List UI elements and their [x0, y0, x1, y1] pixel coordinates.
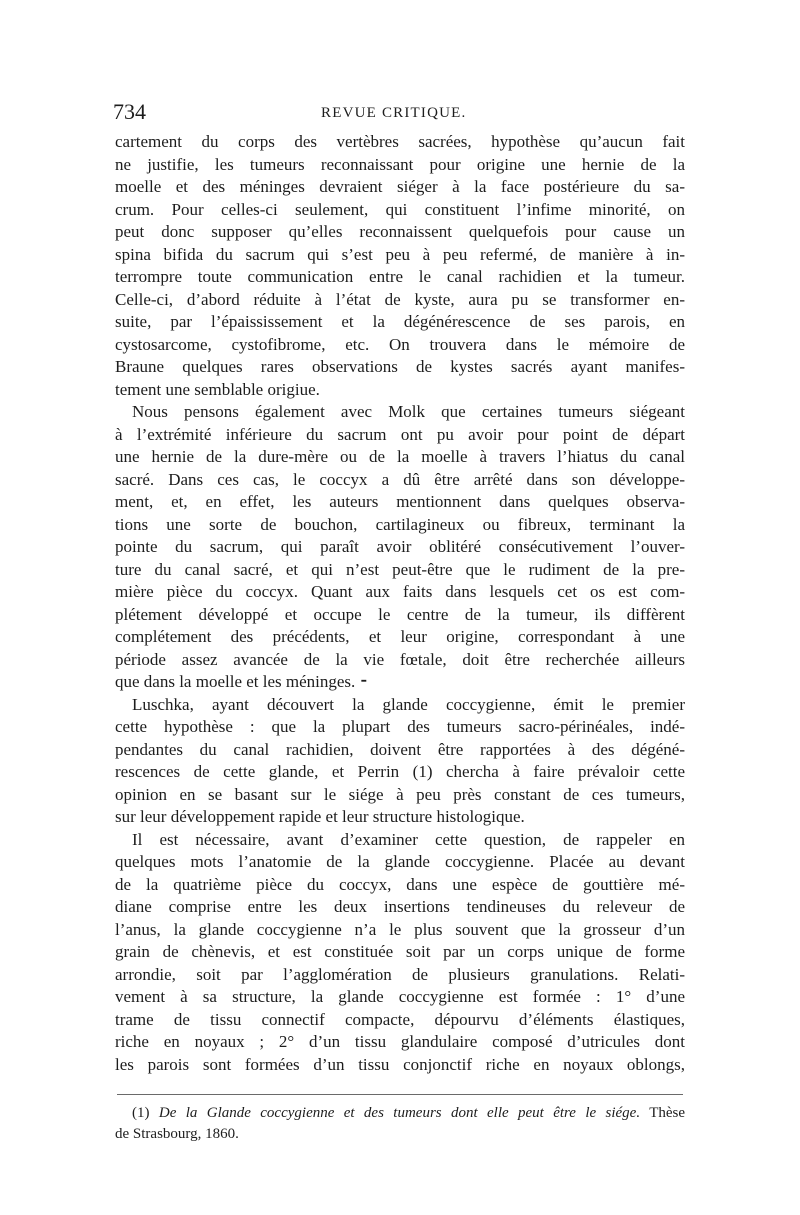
text-line: spina bifida du sacrum qui s’est peu à peu refermé, de manière à in-	[115, 244, 685, 264]
text-line: riche en noyaux ; 2° d’un tissu glandulaire composé d’utricules dont	[115, 1032, 685, 1051]
footnote	[115, 1103, 685, 1145]
text-line: opinion en se basant sur le siége à peu près constant de ces tumeurs,	[115, 784, 685, 804]
footnote-line-2: de Strasbourg, 1860.	[115, 1126, 239, 1142]
text-line: pendantes du canal rachidien, doivent être rapportées à des dégéné-	[115, 739, 685, 759]
text-line: Braune quelques rares observations de kystes sacrés ayant manifes-	[115, 357, 685, 376]
text-line: tement une semblable origiue.	[115, 379, 320, 399]
text-line: Il est nécessaire, avant d’examiner cette question, de rappeler en	[132, 829, 685, 849]
text-line: trame de tissu connectif compacte, dépourvu d’éléments élastiques,	[115, 1009, 685, 1029]
footnote-thesis: Thèse	[649, 1105, 686, 1121]
text-line: cartement du corps des vertèbres sacrées, hypothèse qu’aucun fait	[115, 132, 685, 151]
text-line: quelques mots l’anatomie de la glande coccygienne. Placée au devant	[115, 852, 685, 871]
footnote-title: De la Glande coccygienne et des tumeurs dont elle peut être le siége.	[158, 1105, 641, 1121]
text-line: crum. Pour celles-ci seulement, qui constituent l’infime minorité, on	[115, 199, 685, 219]
text-line: arrondie, soit par l’agglomération de plusieurs granulations. Relati-	[115, 964, 685, 984]
text-line: Celle-ci, d’abord réduite à l’état de kyste, aura pu se transformer en-	[115, 289, 685, 309]
text-line: suite, par l’épaississement et la dégénérescence de ses parois, en	[115, 312, 685, 331]
text-line: vement à sa structure, la glande coccygienne est formée : 1° d’une	[115, 987, 685, 1006]
footnote-marker: (1)	[132, 1105, 150, 1121]
text-line: rescences de cette glande, et Perrin (1) chercha à faire prévaloir cette	[115, 762, 685, 781]
page-header	[113, 98, 685, 128]
text-line: grain de chènevis, et est constituée soit par un corps unique de forme	[115, 942, 685, 961]
body-text	[115, 131, 685, 1076]
page-number: 734	[113, 99, 146, 124]
text-line: diane comprise entre les deux insertions tendineuses du releveur de	[115, 897, 685, 916]
text-line: une hernie de la dure-mère ou de la moelle à travers l’hiatus du canal	[115, 447, 685, 466]
footnote-line-1	[115, 1103, 685, 1124]
footnote-rule	[117, 1094, 683, 1095]
text-line: terrompre toute communication entre le canal rachidien et la tumeur.	[115, 267, 685, 286]
text-line: cystosarcome, cystofibrome, etc. On trouvera dans le mémoire de	[115, 334, 685, 354]
text-line: période assez avancée de la vie fœtale, doit être recherchée ailleurs	[115, 649, 685, 669]
text-line: les parois sont formées d’un tissu conjonctif riche en noyaux oblongs,	[115, 1054, 685, 1074]
running-head: REVUE CRITIQUE.	[321, 105, 467, 121]
text-line: que dans la moelle et les méninges. ⁃	[115, 672, 369, 691]
text-line: ment, et, en effet, les auteurs mentionnent dans quelques observa-	[115, 492, 685, 511]
text-line: mière pièce du coccyx. Quant aux faits dans lesquels cet os est com-	[115, 582, 685, 601]
text-line: l’anus, la glande coccygienne n’a le plus souvent que la grosseur d’un	[115, 919, 685, 939]
text-line: ture du canal sacré, et qui n’est peut-être que le rudiment de la pre-	[115, 559, 685, 579]
text-line: à l’extrémité inférieure du sacrum ont pu avoir pour point de départ	[115, 424, 685, 444]
text-line: de la quatrième pièce du coccyx, dans une espèce de gouttière mé-	[115, 874, 685, 894]
text-line: sur leur développement rapide et leur structure histologique.	[115, 807, 525, 826]
text-line: sacré. Dans ces cas, le coccyx a dû être arrêté dans son développe-	[115, 469, 685, 489]
text-line: Luschka, ayant découvert la glande coccygienne, émit le premier	[132, 694, 685, 714]
text-line: pointe du sacrum, qui paraît avoir oblitéré consécutivement l’ouver-	[115, 537, 685, 556]
text-line: tions une sorte de bouchon, cartilagineux ou fibreux, terminant la	[115, 514, 685, 534]
text-line: complétement des précédents, et leur origine, correspondant à une	[115, 627, 685, 646]
text-line: Nous pensons également avec Molk que certaines tumeurs siégeant	[132, 402, 685, 421]
text-line: cette hypothèse : que la plupart des tumeurs sacro-périnéales, indé-	[115, 717, 685, 736]
text-line: ne justifie, les tumeurs reconnaissant pour origine une hernie de la	[115, 154, 685, 174]
text-line: peut donc supposer qu’elles reconnaissent quelquefois pour cause un	[115, 222, 685, 241]
text-line: moelle et des méninges devraient siéger à la face postérieure du sa-	[115, 177, 685, 196]
text-line: plétement développé et occupe le centre de la tumeur, ils diffèrent	[115, 604, 685, 624]
